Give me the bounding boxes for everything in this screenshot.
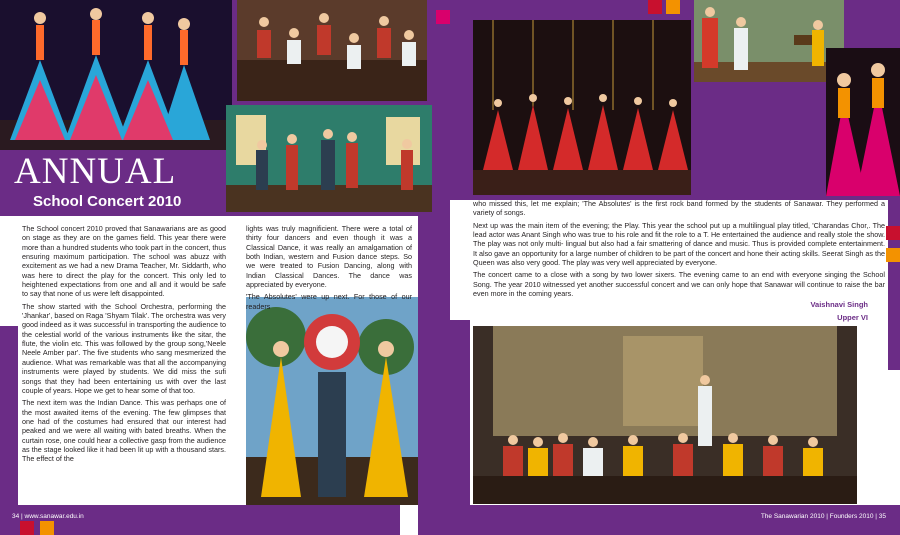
deco-square — [886, 226, 900, 240]
paragraph: The show started with the School Orchestra, performing the 'Jhankar', based on Raga 'Shyam Tilak'. The orchestra was very good indeed as it was successful in transporting the audience to the celestial world of the various instruments like the sitar, the flute, the violin etc. This was followed by the group song,'Neele Neele Amber par'. The five students who sang mesmerized the audience. What was remarkable was that all the accompanying instruments were played by students. We did miss the sufi songs that they had been entertaining us with over the last couple of years. Hope we get to hear some of that too. — [22, 301, 226, 395]
deco-square — [886, 248, 900, 262]
photo-band-bouquet — [246, 297, 418, 505]
photo-play-cast — [473, 326, 857, 504]
photo-play-stage — [226, 105, 432, 212]
paragraph: 'The Absolutes' were up next. For those of our readers — [246, 292, 412, 311]
paragraph: lights was truly magnificient. There were a total of thirty four dancers and even though it was a Classical Dance, it was really an amalgamation of both Indian, western and Fusion dance steps. So we were treated to Fusion Dancing, along with Indian Classical Dances. The dance was appreciated by everyone. — [246, 224, 412, 290]
right-column — [473, 199, 885, 301]
deco-square — [666, 0, 680, 14]
article-title: ANNUAL — [14, 151, 177, 192]
deco-square — [40, 521, 54, 535]
paragraph: Next up was the main item of the evening; the Play. This year the school put up a multilingual play titled, 'Charandas Chor,. The lead actor was Anant Singh who was true to his role and fit the role to a T. He entertained the audience and really stole the show. The play was not only multi- lingual but also had a fair smattering of dance and music. Thus is provided complete entertainment. It also gave an opportunity for a large number of children to be part of the concert and hone their acting skills. Seerat Singh as the Queen was also very good. The play was very well appreciated by everyone. — [473, 220, 885, 268]
deco-square — [436, 10, 450, 24]
author-class: Upper VI — [837, 313, 868, 322]
photo-play-scene-small — [694, 0, 844, 82]
footer-right: The Sanawarian 2010 | Founders 2010 | 35 — [760, 513, 886, 520]
left-column-2 — [246, 224, 412, 314]
paragraph: who missed this, let me explain; 'The Absolutes' is the first rock band formed by the students of Sanawar. They performed a variety of songs. — [473, 199, 885, 218]
left-side-panel — [0, 326, 18, 506]
photo-dancers — [0, 0, 232, 150]
photo-orchestra — [237, 0, 427, 101]
author-name: Vaishnavi Singh — [810, 300, 868, 309]
deco-square — [20, 521, 34, 535]
center-right-panel — [418, 210, 450, 535]
left-column-1 — [22, 224, 226, 467]
paragraph: The next item was the Indian Dance. This was perhaps one of the most awaited items of the evening. The few glimpses that one had of the costumes had ensured that our interest had peaked and we were all waiting with bated breaths. When the curtain rose, one could hear a collective gasp from the audience as the stage looked like it had been lit up with a thousand stars. The effect of the — [22, 398, 226, 464]
right-bottom-band — [450, 505, 900, 535]
center-left-panel — [450, 320, 470, 510]
paragraph: The concert came to a close with a song by two lower sixers. The evening came to an end with everyone singing the School Song. The year 2010 witnessed yet another successful concert and we can only hope that Sanawar will continue to raise the bar even more in the coming years. — [473, 270, 885, 299]
photo-indian-dance — [473, 20, 691, 195]
photo-dancers-closeup — [826, 48, 900, 196]
footer-left: 34 | www.sanawar.edu.in — [12, 513, 84, 520]
deco-square — [648, 0, 662, 14]
article-subtitle: School Concert 2010 — [33, 193, 182, 210]
left-bottom-band — [0, 505, 400, 535]
paragraph: The School concert 2010 proved that Sanawarians are as good on stage as they are on the games field. This year there were more than a hundred students who took part in the concert, thus ensuring maximum participation. The school was abuzz with excitement as we had a new Drama Teacher, Mr. Siddarth, who was here to direct the play for the concert. This only led to heightened expectations from one and all and it would be safe to say that none of us were left disappointed. — [22, 224, 226, 299]
